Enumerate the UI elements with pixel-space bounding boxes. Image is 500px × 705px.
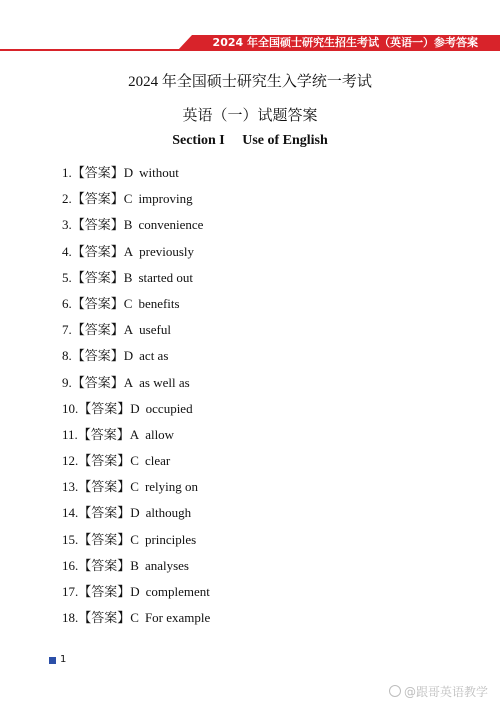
answer-row xyxy=(62,425,210,451)
answer-row xyxy=(62,451,210,477)
answer-word: previously xyxy=(139,243,195,259)
answer-word: started out xyxy=(138,269,193,285)
answer-row xyxy=(62,294,210,320)
answer-option: C xyxy=(123,295,133,311)
answer-option: D xyxy=(123,348,134,364)
answer-number: 15. xyxy=(62,531,79,547)
answer-row xyxy=(62,503,210,529)
answer-list xyxy=(62,163,210,634)
answer-tag: 【答案】 xyxy=(71,322,124,338)
answer-row xyxy=(62,556,210,582)
answer-row xyxy=(62,163,210,189)
answer-option: B xyxy=(123,217,133,233)
answer-word: without xyxy=(139,165,179,180)
section-heading: Section I Use of English xyxy=(172,133,328,148)
answer-tag: 【答案】 xyxy=(71,295,124,311)
answer-word: allow xyxy=(145,426,175,442)
answer-number: 14. xyxy=(62,505,79,521)
watermark xyxy=(389,683,488,700)
document-title: 2024 年全国硕士研究生入学统一考试 xyxy=(128,74,372,90)
answer-option: B xyxy=(123,269,133,285)
answer-tag: 【答案】 xyxy=(71,269,124,285)
answer-tag: 【答案】 xyxy=(78,531,131,547)
answer-number: 10. xyxy=(62,400,79,416)
answer-number: 6. xyxy=(62,295,72,311)
answer-number: 4. xyxy=(62,243,72,259)
answer-word: useful xyxy=(139,322,171,338)
answer-tag: 【答案】 xyxy=(78,400,131,416)
answer-option: C xyxy=(123,191,133,207)
answer-row xyxy=(62,320,210,346)
answer-option: D xyxy=(130,400,140,416)
answer-row xyxy=(62,268,210,294)
answer-word: clear xyxy=(144,453,171,469)
answer-option: C xyxy=(130,479,139,495)
answer-option: C xyxy=(130,610,139,626)
answer-word: For example xyxy=(144,610,211,626)
page-number: 1 xyxy=(60,654,67,665)
answer-word: improving xyxy=(138,191,193,207)
answer-number: 13. xyxy=(62,479,79,495)
answer-number: 2. xyxy=(62,191,72,207)
answer-row xyxy=(62,530,210,556)
answer-tag: 【答案】 xyxy=(78,610,131,626)
answer-word: relying on xyxy=(144,479,199,495)
watermark-text: @跟哥英语教学 xyxy=(403,685,488,699)
answer-option: D xyxy=(123,165,134,180)
answer-row xyxy=(62,477,210,503)
answer-number: 7. xyxy=(62,322,72,338)
answer-word: principles xyxy=(144,531,197,547)
answer-word: act as xyxy=(139,348,169,364)
answer-tag: 【答案】 xyxy=(78,584,131,599)
answer-word: analyses xyxy=(144,557,189,573)
header-banner-text: 2024 年全国硕士研究生招生考试（英语一）参考答案 xyxy=(212,36,478,49)
answer-tag: 【答案】 xyxy=(71,217,124,233)
answer-tag: 【答案】 xyxy=(71,348,124,364)
watermark-logo-icon xyxy=(389,685,401,697)
answer-option: C xyxy=(130,453,139,469)
answer-row xyxy=(62,242,210,268)
answer-option: D xyxy=(130,584,140,599)
answer-word: as well as xyxy=(139,374,190,390)
page-marker-square xyxy=(49,657,56,664)
answer-number: 1. xyxy=(62,165,72,180)
answer-number: 5. xyxy=(62,269,72,285)
answer-row xyxy=(62,608,210,634)
answer-row xyxy=(62,373,210,399)
answer-option: D xyxy=(130,505,140,521)
answer-tag: 【答案】 xyxy=(71,374,124,390)
answer-word: although xyxy=(145,505,192,521)
header-banner xyxy=(0,0,500,50)
answer-option: A xyxy=(129,426,140,442)
answer-number: 9. xyxy=(62,374,72,390)
answer-word: occupied xyxy=(145,400,193,416)
answer-number: 11. xyxy=(62,426,78,442)
answer-tag: 【答案】 xyxy=(78,453,131,469)
answer-tag: 【答案】 xyxy=(71,243,124,259)
answer-row xyxy=(62,582,210,608)
answer-row xyxy=(62,189,210,215)
answer-number: 16. xyxy=(62,557,79,573)
answer-option: A xyxy=(123,374,134,390)
answer-row xyxy=(62,215,210,241)
answer-option: A xyxy=(123,322,134,338)
answer-word: benefits xyxy=(138,295,180,311)
answer-tag: 【答案】 xyxy=(78,505,131,521)
answer-word: complement xyxy=(145,584,210,599)
answer-row xyxy=(62,346,210,372)
answer-number: 3. xyxy=(62,217,72,233)
answer-tag: 【答案】 xyxy=(71,165,124,180)
answer-tag: 【答案】 xyxy=(77,426,130,442)
answer-tag: 【答案】 xyxy=(78,557,131,573)
answer-row xyxy=(62,399,210,425)
answer-option: B xyxy=(130,557,139,573)
answer-number: 18. xyxy=(62,610,79,626)
answer-option: C xyxy=(130,531,139,547)
document-subtitle: 英语（一）试题答案 xyxy=(182,108,318,124)
answer-tag: 【答案】 xyxy=(71,191,124,207)
answer-option: A xyxy=(123,243,134,259)
answer-number: 12. xyxy=(62,453,79,469)
answer-number: 17. xyxy=(62,584,79,599)
answer-word: convenience xyxy=(138,217,204,233)
answer-number: 8. xyxy=(62,348,72,364)
answer-tag: 【答案】 xyxy=(78,479,131,495)
